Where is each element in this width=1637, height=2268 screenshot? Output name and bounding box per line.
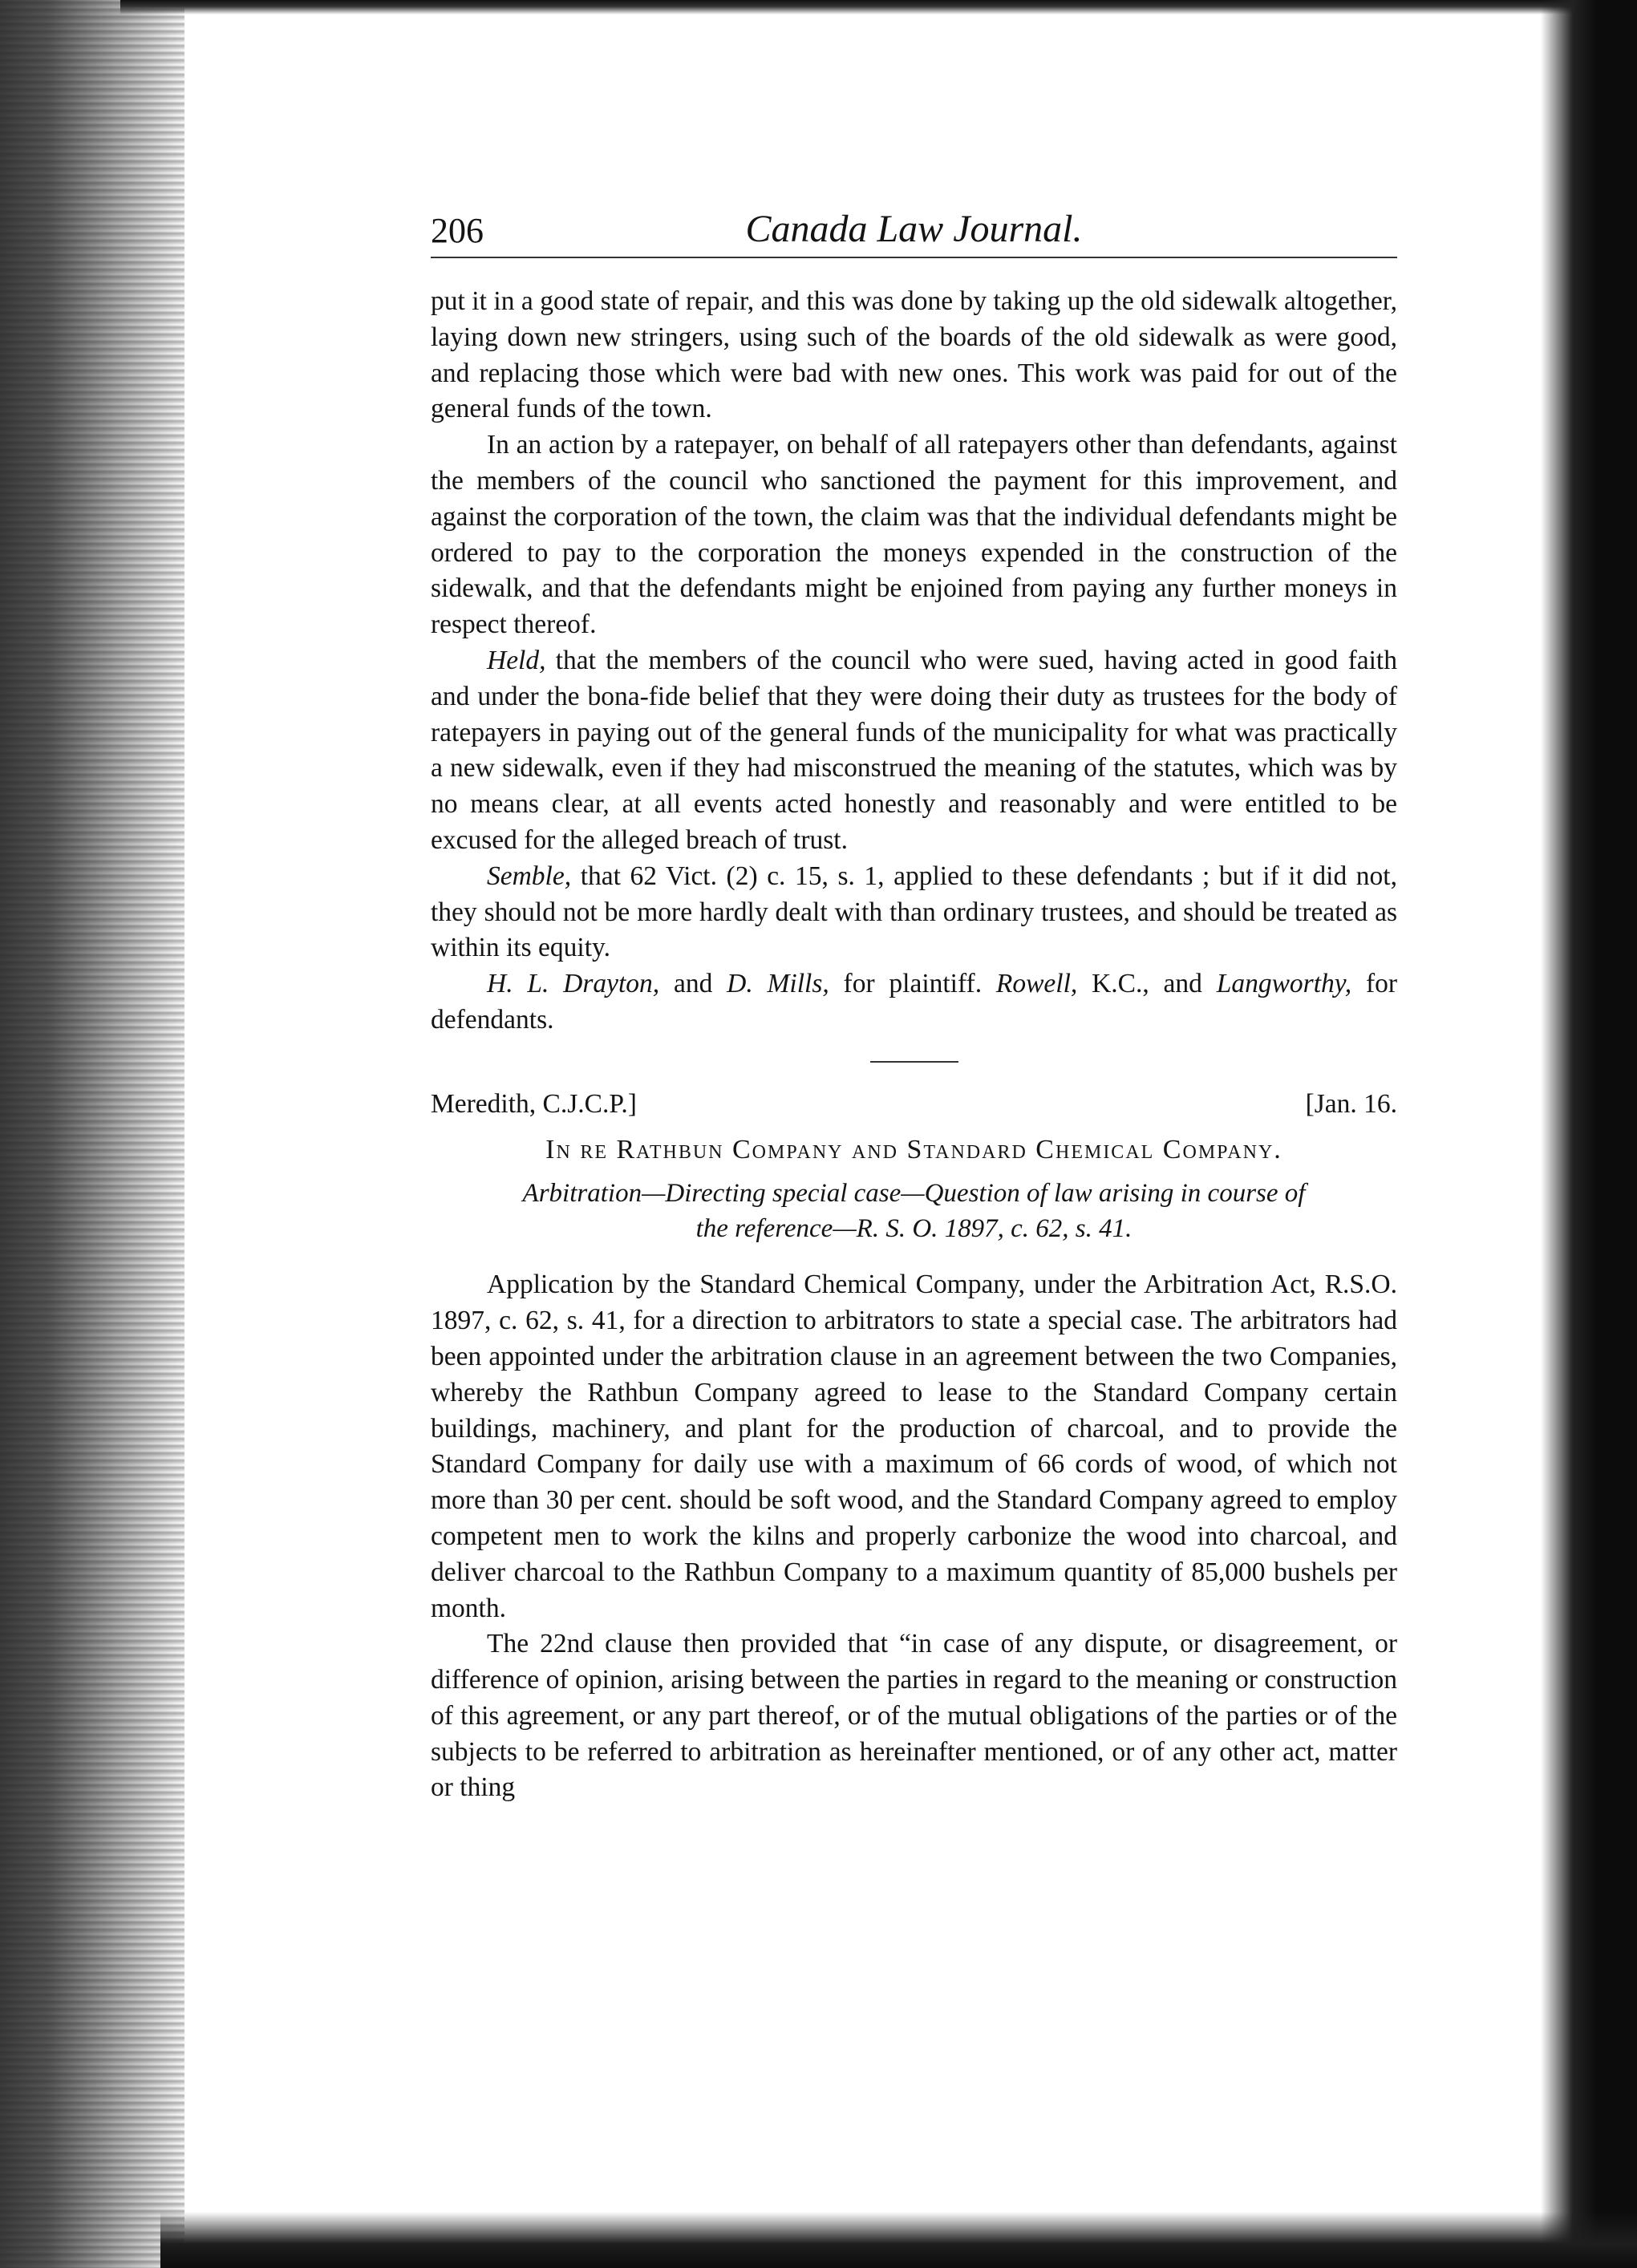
scan-shadow-right [1541, 0, 1637, 2268]
scan-shadow-left [0, 0, 184, 2268]
paragraph-application: Application by the Standard Chemical Company, under the Arbitration Act, R.S.O. 1897, c. 62, s. 41, for a direction to arbitrators to state a special case. The arbitrators had been appointed under the arbitration clause in an agreement between the two Companies, whereby the Rathbun Company agreed to lease to the Standard Company certain buildings, machinery, and plant for the production of charcoal, and to provide the Standard Company for daily use with a maximum of 66 cords of wood, of which not more than 30 per cent. should be soft wood, and the Standard Company agreed to employ competent men to work the kilns and properly carbonize the wood into charcoal, and deliver charcoal to the Rathbun Company to a maximum quantity of 85,000 bushels per month. [431, 1270, 1397, 1623]
paragraph-semble [431, 859, 1397, 966]
section-divider [870, 1061, 958, 1063]
case-title: In re Rathbun Company and Standard Chemical Company. [545, 1134, 1282, 1164]
headnote-line-1: Arbitration—Directing special case—Question of law arising in course of [522, 1179, 1306, 1209]
counsel-and-1: and [659, 969, 727, 999]
case-date: [Jan. 16. [1305, 1088, 1397, 1119]
counsel-name-2: D. Mills, [727, 969, 829, 999]
page-number: 206 [431, 211, 484, 250]
counsel-kc-and: K.C., and [1077, 969, 1217, 999]
court-judge: Meredith, C.J.C.P.] [431, 1088, 637, 1119]
case-headnote [431, 1176, 1397, 1246]
paragraph-counsel [431, 966, 1397, 1039]
journal-page [431, 200, 1397, 1806]
counsel-name-1: H. L. Drayton, [487, 969, 660, 999]
paragraph-action: In an action by a ratepayer, on behalf of all ratepayers other than defendants, against the members of the council who sanctioned the payment for this improvement, and against the corporation of the town, the claim was that the individual defendants might be ordered to pay to the corporation the moneys expended in the construction of the sidewalk, and that the defendants might be enjoined from paying any further moneys in respect thereof. [431, 430, 1397, 640]
paragraph-held [431, 643, 1397, 859]
counsel-for-plaintiff: for plaintiff. [829, 969, 996, 999]
held-text: that the members of the council who were sued, having acted in good faith and under the bona-fide belief that they were doing their duty as trustees for the body of ratepayers in paying out of the general funds of the municipality for what was practically a new sidewalk, even if they had misconstrued the meaning of the statutes, which was by no means clear, at all events acted honestly and reasonably and were entitled to be excused for the alleged breach of trust. [431, 645, 1397, 855]
scan-shadow-bottom [160, 2212, 1637, 2268]
running-head [431, 200, 1397, 258]
counsel-for-defendants: for defendants. [431, 969, 1398, 1035]
headnote-line-2: the reference—R. S. O. 1897, c. 62, s. 41. [695, 1214, 1133, 1244]
scan-shadow-top [120, 0, 1637, 14]
counsel-name-3: Rowell, [995, 969, 1078, 999]
semble-text: that 62 Vict. (2) c. 15, s. 1, applied to these defendants ; but if it did not, they should not be more hardly dealt with than ordinary trustees, and should be treated as within its equity. [431, 861, 1397, 963]
journal-title: Canada Law Journal. [745, 208, 1083, 250]
counsel-name-4: Langworthy, [1216, 969, 1352, 999]
court-line [431, 1087, 1397, 1123]
paragraph-continuation: put it in a good state of repair, and this was done by taking up the old sidewalk altogether, laying down new stringers, using such of the boards of the old sidewalk as were good, and replacing those which were bad with new ones. This work was paid for out of the general funds of the town. [431, 286, 1397, 424]
semble-lead: Semble, [487, 861, 572, 891]
article-body [431, 284, 1397, 1806]
held-lead: Held, [487, 645, 546, 675]
paragraph-clause: The 22nd clause then provided that “in case of any dispute, or disagreement, or difference of opinion, arising between the parties in regard to the meaning or construction of this agreement, or any part thereof, or of the mutual obligations of the parties or of the subjects to be referred to arbitration as hereinafter mentioned, or of any other act, matter or thing [431, 1629, 1397, 1803]
